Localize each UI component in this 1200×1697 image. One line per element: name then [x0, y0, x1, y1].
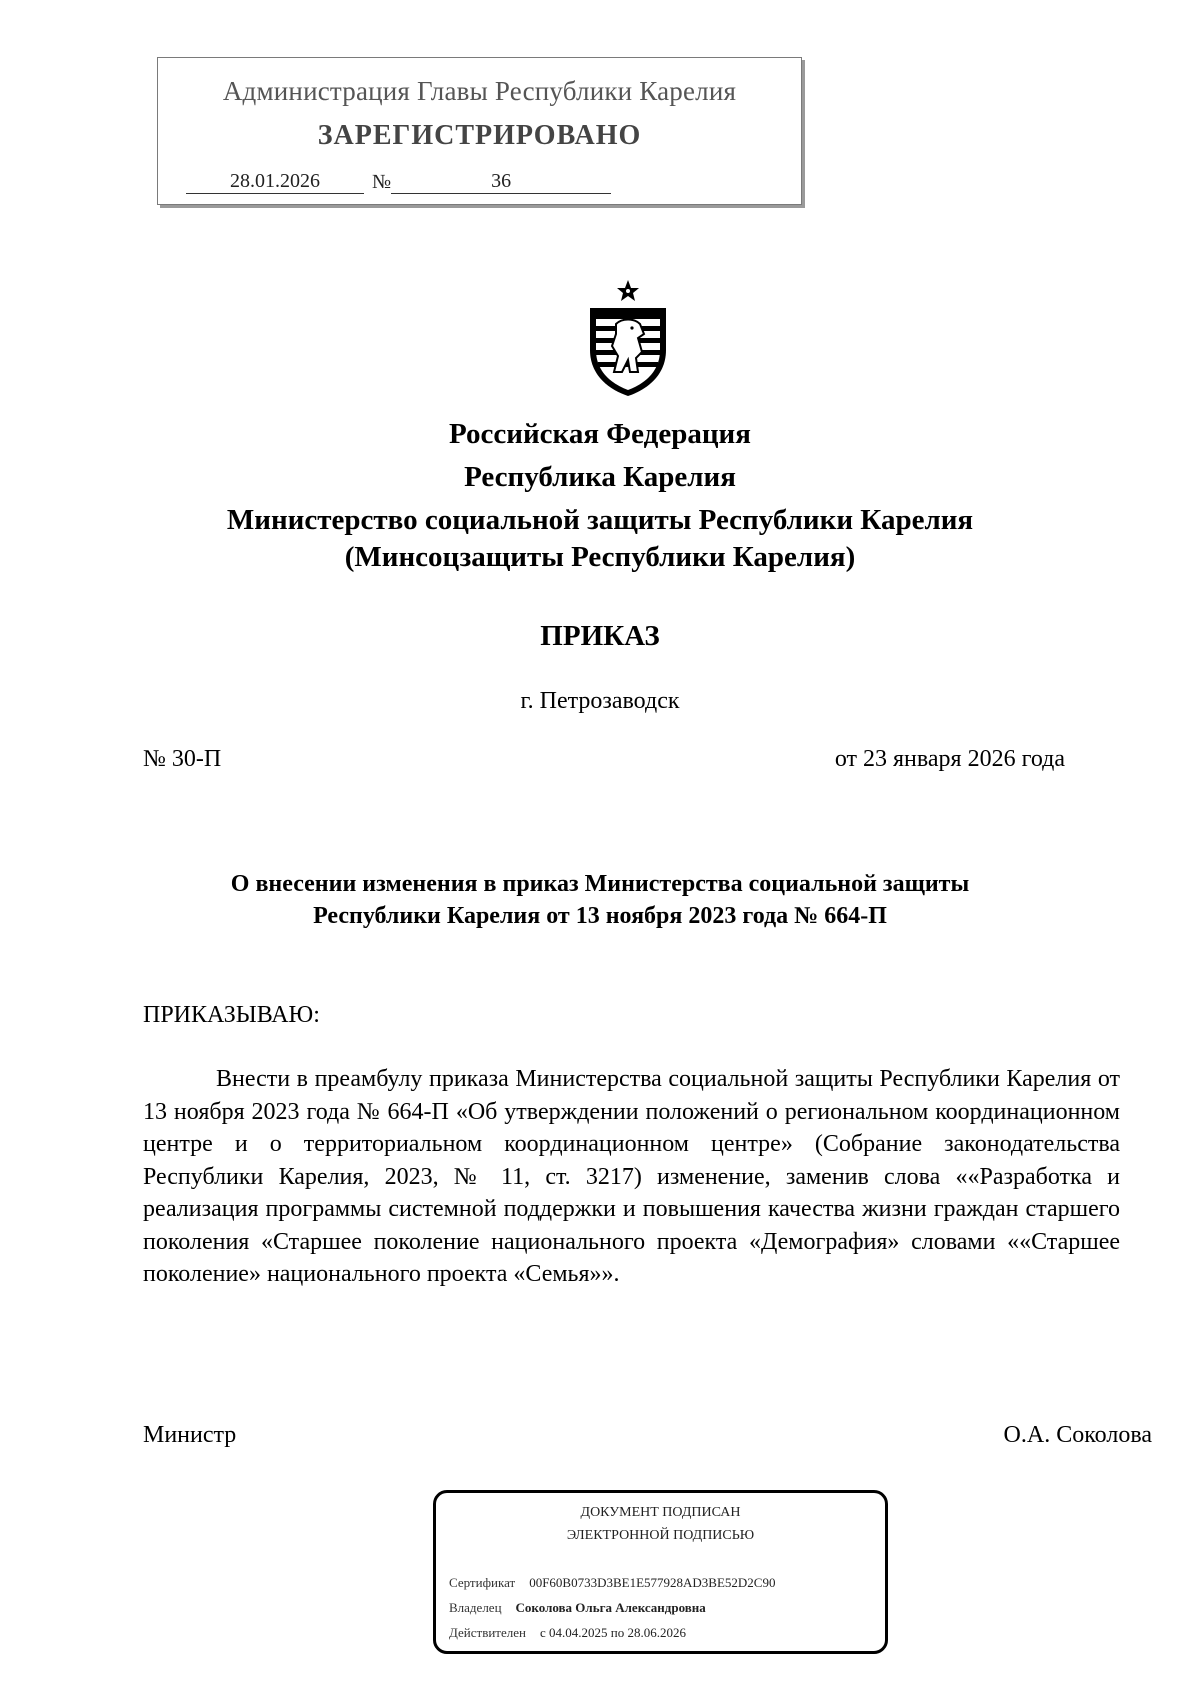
registration-number: 36 — [391, 170, 611, 194]
subject-line-2: Республики Карелия от 13 ноября 2023 года № 664-П — [313, 903, 887, 929]
esig-owner-value: Соколова Ольга Александровна — [515, 1600, 706, 1615]
header-ministry: Министерство социальной защиты Республики Карелия — [226, 504, 974, 536]
esig-title-line-1: ДОКУМЕНТ ПОДПИСАН — [580, 1505, 741, 1520]
header-republic: Республика Карелия — [464, 461, 736, 493]
document-number: № 30-П — [143, 746, 222, 772]
esig-validity-row — [449, 1625, 686, 1641]
body-paragraph: Внести в преамбулу приказа Министерства социальной защиты Республики Карелия от 13 ноября 2023 года № 664-П «Об утверждении положений о региональном координационном центре и о территориальном координационном центре» (Собрание законодательства Республики Карелия, 2023, № 11, ст. 3217) изменение, заменив слова ««Разработка и реализация программы системной поддержки и повышения качества жизни граждан старшего поколения «Старшее поколение национального проекта «Демография» словами ««Старшее поколение» национального проекта «Семья»». — [143, 1066, 1120, 1287]
registration-details — [186, 170, 611, 194]
header-country: Российская Федерация — [449, 418, 751, 450]
electronic-signature-box — [433, 1490, 888, 1654]
order-word: ПРИКАЗЫВАЮ: — [143, 1002, 320, 1028]
document-date: от 23 января 2026 года — [834, 746, 1065, 772]
esig-owner-row — [449, 1600, 706, 1616]
esig-certificate-label: Сертификат — [449, 1575, 516, 1590]
registration-org: Администрация Главы Республики Карелия — [222, 76, 737, 106]
registration-number-label: № — [372, 171, 392, 193]
esig-validity-label: Действителен — [449, 1625, 526, 1640]
registration-status: ЗАРЕГИСТРИРОВАНО — [317, 120, 642, 151]
document-city: г. Петрозаводск — [520, 688, 680, 714]
esig-title-line-2: ЭЛЕКТРОННОЙ ПОДПИСЬЮ — [566, 1528, 755, 1543]
registration-stamp — [157, 57, 802, 205]
signatory-position: Министр — [143, 1422, 237, 1448]
registration-date: 28.01.2026 — [186, 170, 364, 194]
esig-owner-label: Владелец — [449, 1600, 502, 1615]
esig-certificate-value: 00F60B0733D3BE1E577928AD3BE52D2C90 — [529, 1575, 776, 1590]
esig-validity-value: с 04.04.2025 по 28.06.2026 — [539, 1625, 686, 1640]
document-type: ПРИКАЗ — [540, 620, 660, 652]
coat-of-arms-emblem — [578, 278, 678, 398]
header-ministry-short: (Минсоцзащиты Республики Карелия) — [344, 541, 856, 573]
subject-line-1: О внесении изменения в приказ Министерства социальной защиты — [230, 871, 970, 897]
esig-certificate-row — [449, 1575, 775, 1591]
signatory-name: О.А. Соколова — [1003, 1422, 1152, 1448]
